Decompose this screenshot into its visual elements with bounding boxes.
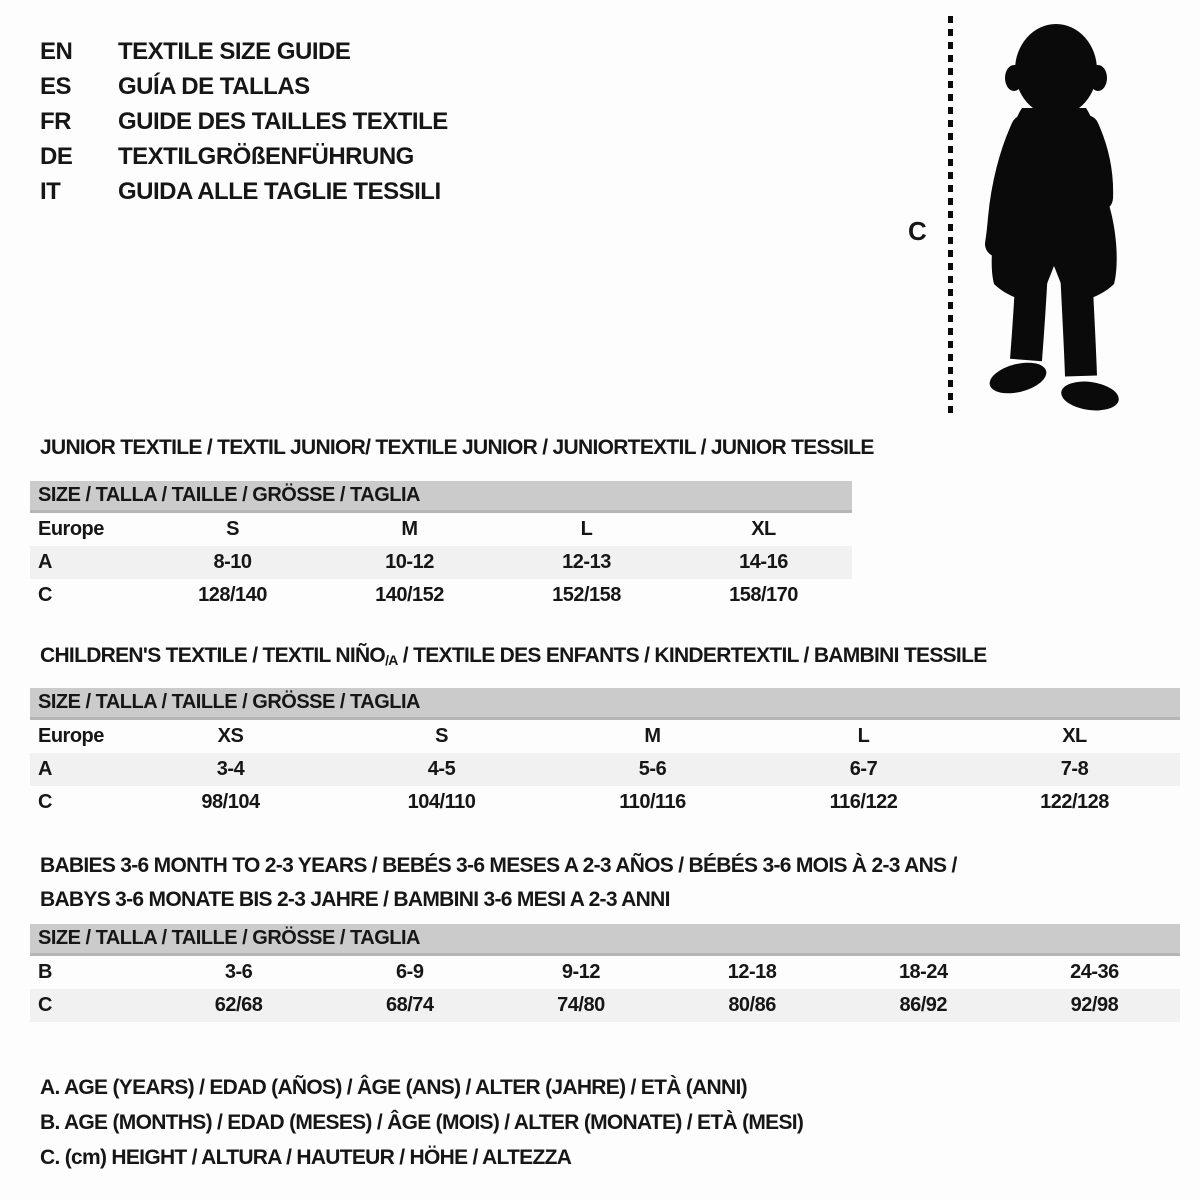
- language-code: DE: [40, 143, 73, 170]
- size-cell: 68/74: [385, 994, 434, 1016]
- size-cell: S: [226, 518, 239, 540]
- size-cell: M: [644, 725, 661, 747]
- size-cell: 86/92: [899, 994, 948, 1016]
- table-row-age: [30, 753, 1180, 786]
- row-label: A: [38, 758, 52, 780]
- language-row-en: [40, 34, 448, 69]
- size-cell: 122/128: [1040, 791, 1109, 813]
- legend-line-c: C. (cm) HEIGHT / ALTURA / HAUTEUR / HÖHE / ALTEZZA: [40, 1146, 572, 1169]
- size-cell: XS: [217, 725, 244, 747]
- size-cell: 18-24: [898, 961, 948, 983]
- table-row-age-months: [30, 956, 1180, 989]
- language-list: [40, 34, 448, 209]
- size-cell: 10-12: [385, 551, 434, 573]
- row-label: B: [38, 961, 52, 983]
- size-cell: 116/122: [829, 791, 898, 813]
- size-cell: 104/110: [407, 791, 476, 813]
- language-row-fr: [40, 104, 448, 139]
- size-cell: XL: [751, 518, 776, 540]
- legend-line-a: A. AGE (YEARS) / EDAD (AÑOS) / ÂGE (ANS) / ALTER (JAHRE) / ETÀ (ANNI): [40, 1076, 747, 1099]
- language-title: TEXTILGRÖßENFÜHRUNG: [118, 143, 414, 170]
- table-row-height: [30, 786, 1180, 819]
- size-cell: M: [401, 518, 418, 540]
- height-measure-dashed-line: [948, 16, 953, 418]
- legend: [40, 1070, 803, 1175]
- legend-line-b: B. AGE (MONTHS) / EDAD (MESES) / ÂGE (MOIS) / ALTER (MONATE) / ETÀ (MESI): [40, 1111, 804, 1134]
- table-row-europe: [30, 720, 1180, 753]
- size-cell: 3-6: [224, 961, 253, 983]
- size-cell: 3-4: [216, 758, 245, 780]
- size-cell: 24-36: [1070, 961, 1119, 983]
- table-row-height: [30, 989, 1180, 1022]
- size-cell: L: [857, 725, 870, 747]
- row-label: Europe: [38, 725, 104, 747]
- size-cell: 74/80: [557, 994, 605, 1016]
- size-cell: S: [435, 725, 448, 747]
- babies-title-line2: BABYS 3-6 MONATE BIS 2-3 JAHRE / BAMBINI 3-6 MESI A 2-3 ANNI: [40, 888, 670, 911]
- babies-title-line1: BABIES 3-6 MONTH TO 2-3 YEARS / BEBÉS 3-6 MESES A 2-3 AÑOS / BÉBÉS 3-6 MOIS À 2-3 ANS /: [40, 854, 957, 877]
- size-cell: 9-12: [561, 961, 600, 983]
- language-code: IT: [40, 178, 61, 205]
- size-cell: 14-16: [739, 551, 788, 573]
- size-cell: 110/116: [619, 791, 686, 813]
- row-label: C: [38, 994, 52, 1016]
- size-cell: 140/152: [375, 584, 444, 606]
- language-code: ES: [40, 73, 72, 100]
- size-cell: XL: [1062, 725, 1087, 747]
- size-cell: 152/158: [552, 584, 621, 606]
- junior-section-title: JUNIOR TEXTILE / TEXTIL JUNIOR/ TEXTILE JUNIOR / JUNIORTEXTIL / JUNIOR TESSILE: [40, 436, 874, 459]
- row-label: Europe: [38, 518, 104, 540]
- children-title-post: / TEXTILE DES ENFANTS / KINDERTEXTIL / BAMBINI TESSILE: [397, 644, 987, 667]
- babies-size-table: [30, 924, 1180, 1022]
- size-header-bar: SIZE / TALLA / TAILLE / GRÖSSE / TAGLIA: [30, 688, 1180, 720]
- children-title-sub: /A: [385, 652, 398, 668]
- table-row-height: [30, 579, 852, 612]
- size-cell: 12-18: [727, 961, 777, 983]
- row-label: C: [38, 584, 52, 606]
- size-cell: 62/68: [214, 994, 263, 1016]
- language-title: GUÍA DE TALLAS: [118, 73, 310, 100]
- baby-silhouette-icon: [968, 16, 1140, 420]
- table-row-europe: [30, 513, 852, 546]
- language-code: FR: [40, 108, 71, 135]
- row-label: A: [38, 551, 52, 573]
- children-title-pre: CHILDREN'S TEXTILE / TEXTIL NIÑO: [40, 644, 386, 667]
- size-cell: 158/170: [729, 584, 798, 606]
- language-title: GUIDE DES TAILLES TEXTILE: [118, 108, 448, 135]
- table-row-age: [30, 546, 852, 579]
- language-code: EN: [40, 38, 73, 65]
- size-cell: 6-9: [396, 961, 424, 983]
- size-cell: 12-13: [562, 551, 611, 573]
- children-size-table: [30, 688, 1180, 819]
- size-cell: 6-7: [849, 758, 878, 780]
- language-row-es: [40, 69, 448, 104]
- size-cell: L: [580, 518, 593, 540]
- size-cell: 98/104: [201, 791, 260, 813]
- children-section-title: [40, 644, 987, 668]
- language-row-it: [40, 174, 448, 209]
- size-cell: 7-8: [1060, 758, 1089, 780]
- size-cell: 92/98: [1070, 994, 1119, 1016]
- measure-label-c: C: [908, 216, 927, 246]
- language-row-de: [40, 139, 448, 174]
- size-header-bar: SIZE / TALLA / TAILLE / GRÖSSE / TAGLIA: [30, 481, 852, 513]
- size-header-bar: SIZE / TALLA / TAILLE / GRÖSSE / TAGLIA: [30, 924, 1180, 956]
- size-cell: 8-10: [213, 551, 252, 573]
- size-cell: 128/140: [198, 584, 267, 606]
- size-cell: 5-6: [638, 758, 667, 780]
- row-label: C: [38, 791, 52, 813]
- junior-size-table: [30, 481, 852, 612]
- language-title: TEXTILE SIZE GUIDE: [118, 38, 351, 65]
- babies-section-title: [40, 849, 957, 917]
- language-title: GUIDA ALLE TAGLIE TESSILI: [118, 178, 441, 205]
- size-cell: 4-5: [427, 758, 456, 780]
- size-cell: 80/86: [728, 994, 776, 1016]
